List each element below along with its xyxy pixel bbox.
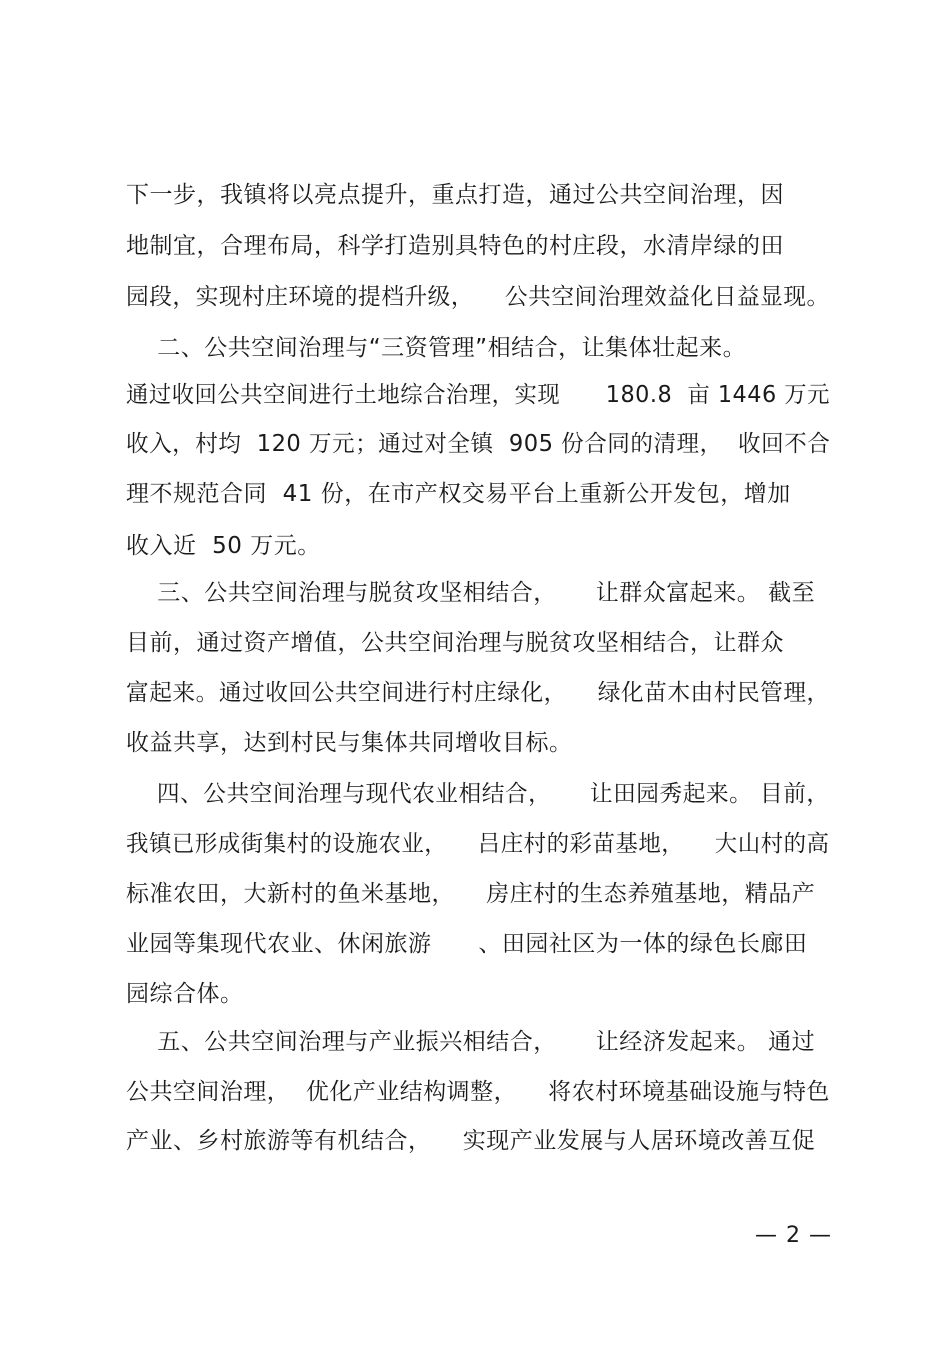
text-line: 地制宜，合理布局，科学打造别具特色的村庄段，水清岸绿的田 — [126, 233, 784, 259]
text-line: 我镇已形成街集村的设施农业， 吕庄村的彩苗基地， 大山村的高 — [126, 831, 830, 857]
text-line: 收入，村均 120 万元；通过对全镇 905 份合同的清理， 收回不合 — [126, 431, 831, 457]
text-line: 下一步，我镇将以亮点提升，重点打造，通过公共空间治理，因 — [126, 182, 784, 208]
section-heading: 二、公共空间治理与“三资管理”相结合，让集体壮起来。 — [126, 335, 747, 361]
text-line: 业园等集现代农业、休闲旅游 、田园社区为一体的绿色长廊田 — [126, 931, 808, 957]
text-line: 收入近 50 万元。 — [126, 533, 321, 559]
section-heading: 五、公共空间治理与产业振兴相结合， 让经济发起来。 通过 — [126, 1029, 816, 1055]
text-line: 产业、乡村旅游等有机结合， 实现产业发展与人居环境改善互促 — [126, 1128, 816, 1154]
text-line: 园段，实现村庄环境的提档升级， 公共空间治理效益化日益显现。 — [126, 284, 830, 310]
text-line: 理不规范合同 41 份，在市产权交易平台上重新公开发包，增加 — [126, 481, 791, 507]
page-number: — 2 — — [755, 1223, 832, 1248]
text-line: 通过收回公共空间进行土地综合治理，实现 180.8 亩 1446 万元 — [126, 382, 831, 408]
text-line: 园综合体。 — [126, 981, 244, 1007]
text-line: 收益共享，达到村民与集体共同增收目标。 — [126, 730, 573, 756]
text-line: 公共空间治理， 优化产业结构调整， 将农村环境基础设施与特色 — [126, 1079, 830, 1105]
text-line: 标准农田，大新村的鱼米基地， 房庄村的生态养殖基地，精品产 — [126, 881, 816, 907]
text-line: 目前，通过资产增值，公共空间治理与脱贫攻坚相结合，让群众 — [126, 630, 784, 656]
section-heading: 四、公共空间治理与现代农业相结合， 让田园秀起来。 目前， — [126, 781, 830, 807]
section-heading: 三、公共空间治理与脱贫攻坚相结合， 让群众富起来。 截至 — [126, 580, 816, 606]
text-line: 富起来。通过收回公共空间进行村庄绿化， 绿化苗木由村民管理， — [126, 680, 830, 706]
